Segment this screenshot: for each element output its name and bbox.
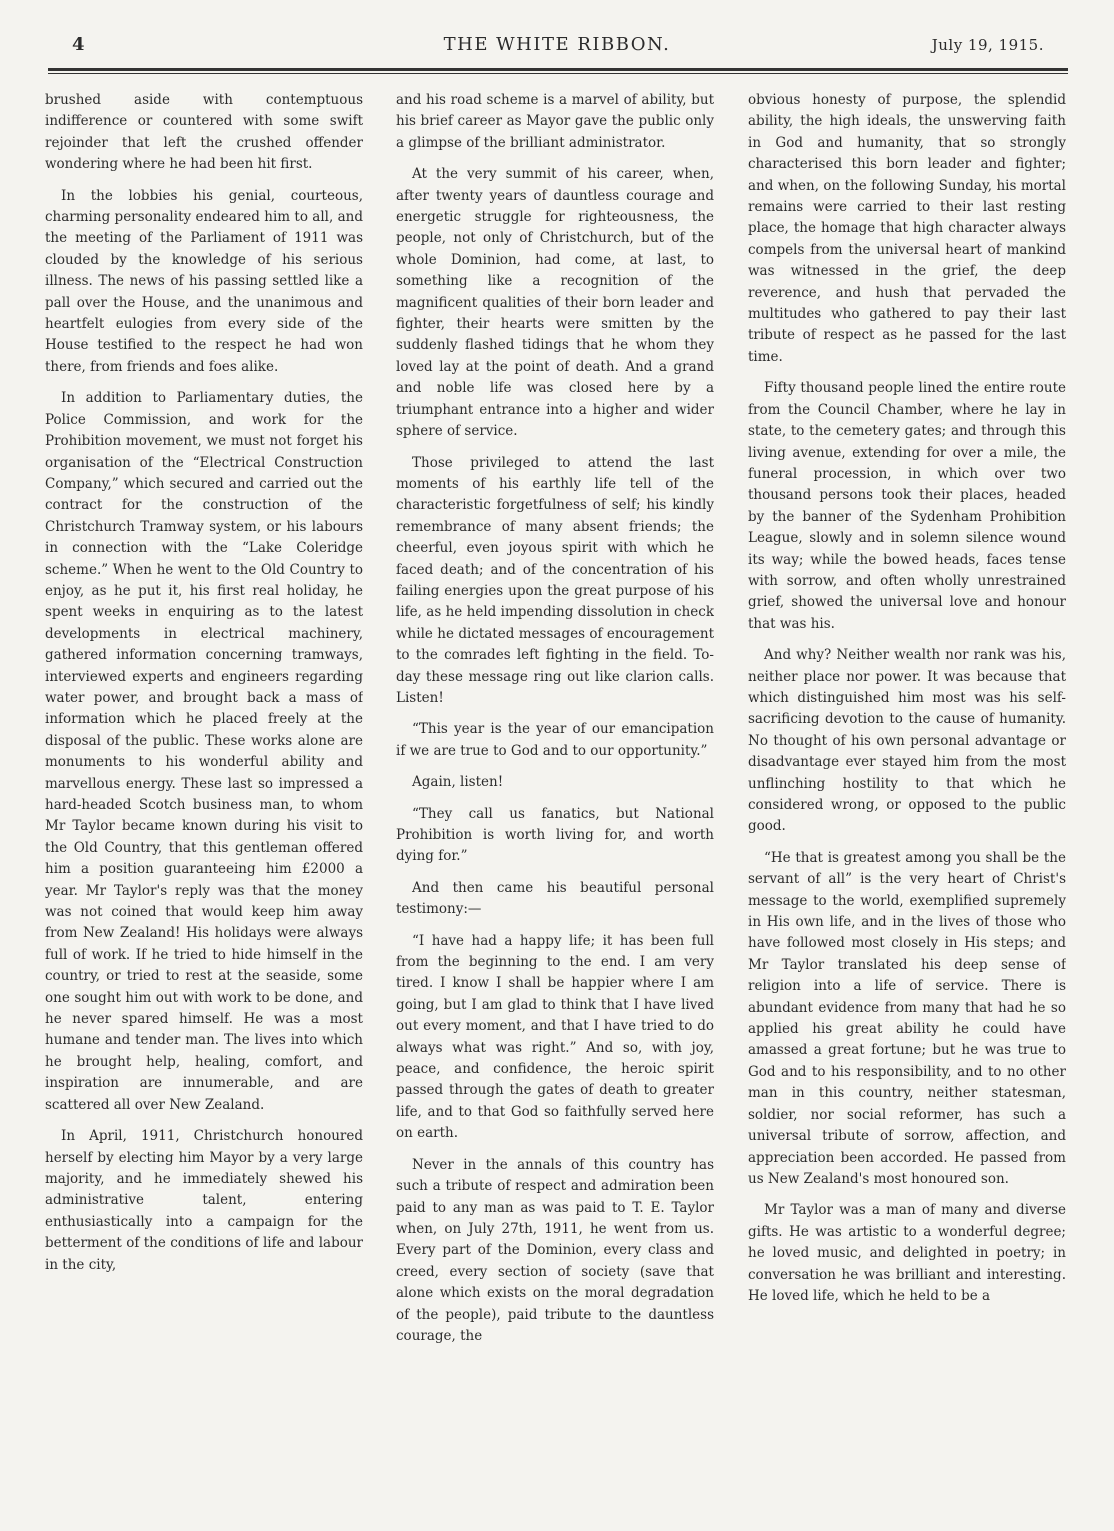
header-rule-thin xyxy=(48,73,1068,74)
page-header xyxy=(0,34,1114,64)
paragraph: “He that is greatest among you shall be the servant of all” is the very heart of Christ's message to the world, exemplified supremely in His own life, and in the lives of those who have followed most closely in His steps; and Mr Taylor translated his deep sense of religion into a life of service. There is abundant evidence from many that had he so applied his great ability he could have amassed a great fortune; but he was true to God and to his responsibility, and to no other man in this country, neither statesman, soldier, nor social reformer, has such a universal tribute of sorrow, affection, and appreciation been accorded. He passed from us New Zealand's most honoured son. xyxy=(748,849,1066,1187)
paragraph: And then came his beautiful personal testimony:— xyxy=(396,879,714,918)
column-2 xyxy=(396,90,714,1520)
paper-title: THE WHITE RIBBON. xyxy=(443,34,671,55)
header-rule xyxy=(48,68,1068,71)
paragraph: And why? Neither wealth nor rank was his, neither place nor power. It was because that which distinguished him most was his self-sacrificing devotion to the cause of humanity. No thought of his own personal advantage or disadvantage ever stayed him from the most unflinching hostility to that which he considered wrong, or opposed to the public good. xyxy=(748,647,1066,835)
issue-date: July 19, 1915. xyxy=(931,36,1044,54)
paragraph: Fifty thousand people lined the entire route from the Council Chamber, where he lay in state, to the cemetery gates; and through this living avenue, extending for over a mile, the funeral procession, in which over two thousand persons took their places, headed by the banner of the Sydenham Prohibition League, slowly and in solemn silence wound its way; while the bowed heads, faces tense with sorrow, and often wholly unrestrained grief, showed the universal love and honour that was his. xyxy=(748,380,1066,632)
paragraph: In addition to Parliamentary duties, the Police Commission, and work for the Prohibition movement, we must not forget his organisation of the “Electrical Construction Company,” which secured and carried out the contract for the construction of the Christchurch Tramway system, or his labours in connection with the “Lake Coleridge scheme.” When he went to the Old Country to enjoy, as he put it, his first real holiday, he spent weeks in enquiring as to the latest developments in electrical machinery, gathered information concerning tramways, interviewed experts and engineers regarding water power, and brought back a mass of information which he placed freely at the disposal of the public. These works alone are monuments to his wonderful ability and marvellous energy. These last so impressed a hard-headed Scotch business man, to whom Mr Taylor became known during his visit to the Old Country, that this gentleman offered him a position guaranteeing him £2000 a year. Mr Taylor's reply was that the money was not coined that would keep him away from New Zealand! His holidays were always full of work. If he tried to hide himself in the country, or tried to rest at the seaside, some one sought him out with work to be done, and he never spared himself. He was a most humane and tender man. The lives into which he brought help, healing, comfort, and inspiration are innumerable, and are scattered all over New Zealand. xyxy=(45,390,363,1113)
page-number: 4 xyxy=(72,34,85,55)
paragraph: Those privileged to attend the last moments of his earthly life tell of the characteristic forgetfulness of self; his kindly remembrance of many absent friends; the cheerful, even joyous spirit with which he faced death; and of the concentration of his failing energies upon the great purpose of his life, as he held impending dissolution in check while he dictated messages of encouragement to the comrades left fighting in the field. To-day these message ring out like clarion calls. Listen! xyxy=(396,454,714,706)
quote: “This year is the year of our emancipation if we are true to God and to our opportunity.” xyxy=(396,721,714,759)
paragraph: In April, 1911, Christchurch honoured herself by electing him Mayor by a very large majority, and he immediately shewed his administrative talent, entering enthusiastically into a campaign for the betterment of the conditions of life and labour in the city, xyxy=(45,1128,363,1273)
quote: “They call us fanatics, but National Prohibition is worth living for, and worth dying for.” xyxy=(396,805,714,865)
column-1 xyxy=(45,90,363,1520)
column-3 xyxy=(748,90,1066,1520)
paragraph: Again, listen! xyxy=(412,774,504,791)
paragraph: At the very summit of his career, when, after twenty years of dauntless courage and energetic struggle for righteousness, the people, not only of Christchurch, but of the whole Dominion, had come, at last, to something like a recognition of the magnificent qualities of their born leader and fighter, their hearts were smitten by the suddenly flashed tidings that he whom they loved lay at the point of death. And a grand and noble life was closed here by a triumphant entrance into a higher and wider sphere of service. xyxy=(396,166,714,440)
paragraph: and his road scheme is a marvel of ability, but his brief career as Mayor gave the public only a glimpse of the brilliant administrator. xyxy=(396,92,714,151)
quote: “I have had a happy life; it has been full from the beginning to the end. I am very tired. I know I shall be happier where I am going, but I am glad to think that I have lived out every moment, and that I have tried to do always what was right.” And so, with joy, peace, and confidence, the heroic spirit passed through the gates of death to greater life, and to that God so faithfully served here on earth. xyxy=(396,932,714,1142)
paragraph: obvious honesty of purpose, the splendid ability, the high ideals, the unswerving faith in God and humanity, that so strongly characterised this born leader and fighter; and when, on the following Sunday, his mortal remains were carried to their last resting place, the homage that high character always compels from the universal heart of mankind was witnessed in the grief, the deep reverence, and hush that pervaded the multitudes who gathered to pay their last tribute of respect as he passed for the last time. xyxy=(748,92,1066,365)
paragraph: brushed aside with contemptuous indifference or countered with some swift rejoinder that left the crushed offender wondering where he had been hit first. xyxy=(45,92,363,173)
paragraph: Mr Taylor was a man of many and diverse gifts. He was artistic to a wonderful degree; he loved music, and delighted in poetry; in conversation he was brilliant and interesting. He loved life, which he held to be a xyxy=(748,1202,1066,1304)
paragraph: Never in the annals of this country has such a tribute of respect and admiration been paid to any man as was paid to T. E. Taylor when, on July 27th, 1911, he went from us. Every part of the Dominion, every class and creed, every section of society (save that alone which exists on the moral degradation of the people), paid tribute to the dauntless courage, the xyxy=(396,1156,714,1344)
paragraph: In the lobbies his genial, courteous, charming personality endeared him to all, and the meeting of the Parliament of 1911 was clouded by the knowledge of his serious illness. The news of his passing settled like a pall over the House, and the unanimous and heartfelt eulogies from every side of the House testified to the respect he had won there, from friends and foes alike. xyxy=(45,187,363,375)
